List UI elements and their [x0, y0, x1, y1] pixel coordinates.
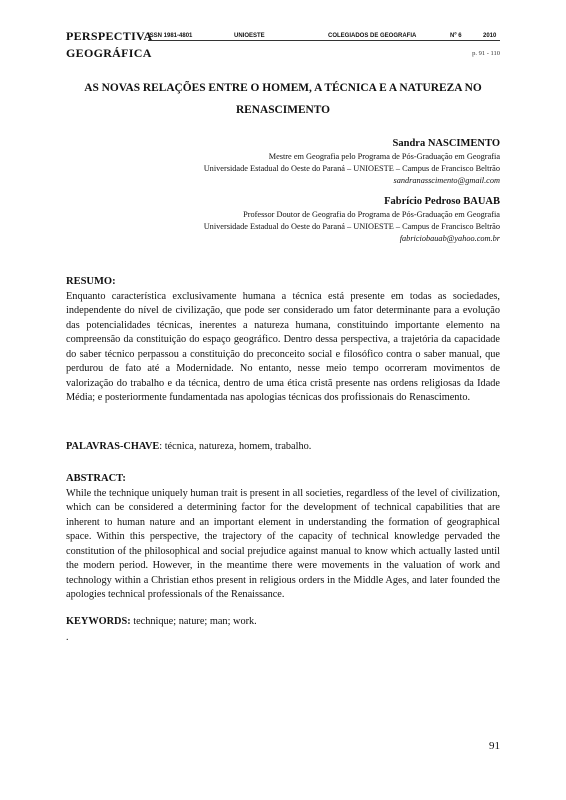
- author-degree: Professor Doutor de Geografia do Programa de Pós-Graduação em Geografia: [243, 210, 500, 219]
- keywords-section: [66, 615, 500, 630]
- header-pages: p. 91 - 110: [472, 50, 500, 57]
- article-title-line2: RENASCIMENTO: [235, 104, 331, 116]
- journal-header: [66, 29, 500, 63]
- abstract-heading: ABSTRACT:: [66, 473, 126, 484]
- author-name: Sandra NASCIMENTO: [392, 138, 500, 149]
- abstract-section: [66, 472, 500, 603]
- header-rule: [148, 40, 234, 41]
- author-name: Fabrício Pedroso BAUAB: [384, 196, 500, 207]
- header-year: 2010: [483, 33, 497, 39]
- abstract-text: While the technique uniquely human trait is present in all societies, regardless of the level of civilization, which can be considered a determining factor for the development of technical capabilities that are inherent to human nature and an important element in understanding the formation of geographical space. Within this perspective, the trajectory of the capacity of technical knowledge pervaded the constitution of the philosophical and social prejudice against manual to know which actually lasted until the modern period. However, in the meantime there were movements in the valuation of work and technology within a Christian ethos present in religious orders in the Middle Ages, and later founded the apologies technical professionals of the Renaissance.: [66, 487, 500, 600]
- author-institution: Universidade Estadual do Oeste do Paraná – UNIOESTE – Campus de Francisco Beltrão: [203, 164, 500, 173]
- header-institution: UNIOESTE: [234, 33, 265, 39]
- author-block: [204, 196, 500, 245]
- author-institution: Universidade Estadual do Oeste do Paraná – UNIOESTE – Campus de Francisco Beltrão: [203, 222, 500, 231]
- header-rule: [234, 40, 328, 41]
- journal-title-line2: GEOGRÁFICA: [66, 46, 152, 60]
- header-rule: [468, 40, 500, 41]
- resumo-section: [66, 275, 500, 406]
- article-title-line1: AS NOVAS RELAÇÕES ENTRE O HOMEM, A TÉCNICA E A NATUREZA NO: [84, 82, 482, 94]
- author-degree: Mestre em Geografia pelo Programa de Pós-Graduação em Geografia: [268, 152, 500, 161]
- header-collection: COLEGIADOS DE GEOGRAFIA: [328, 33, 417, 39]
- keywords-label: KEYWORDS:: [66, 616, 131, 627]
- palavras-chave-label: PALAVRAS-CHAVE: [66, 441, 160, 452]
- page-number: 91: [489, 740, 500, 752]
- author-email[interactable]: sandranasscimento@gmail.com: [393, 176, 500, 185]
- author-email[interactable]: fabriciobauab@yahoo.com.br: [399, 234, 500, 243]
- palavras-chave-text: : técnica, natureza, homem, trabalho.: [159, 441, 312, 452]
- header-rule: [328, 40, 468, 41]
- resumo-text: Enquanto característica exclusivamente humana a técnica está presente em todas as sociedades, independente do nível de civilização, que pode ser considerado um fator determinante para a evolução das potencialidades técnicas, inerentes a natureza humana, constituindo importante elemento na compreensão da constituição do espaço geográfico. Dentro dessa perspectiva, a trajetória da capacidade do saber técnico perpassou a constituição do preconceito social e filosófico contra o saber manual, que perdurou de fato até a Modernidade. No entanto, nesse meio tempo ocorreram movimentos de valorização do trabalho e da técnica, dentro de uma ética cristã presente nas ordens religiosas da Idade Média; e posteriormente fundamentada nas apologias técnicas dos profissionais do Renascimento.: [66, 290, 500, 403]
- trailing-dot: .: [66, 632, 69, 643]
- header-issue: Nº 6: [450, 33, 462, 39]
- resumo-heading: RESUMO:: [66, 276, 116, 287]
- keywords-text: technique; nature; man; work.: [130, 616, 257, 627]
- journal-title-line1: PERSPECTIVA: [66, 29, 153, 43]
- header-issn: ISSN 1981-4801: [148, 33, 193, 39]
- author-block: [204, 138, 500, 187]
- palavras-chave-section: [66, 440, 500, 455]
